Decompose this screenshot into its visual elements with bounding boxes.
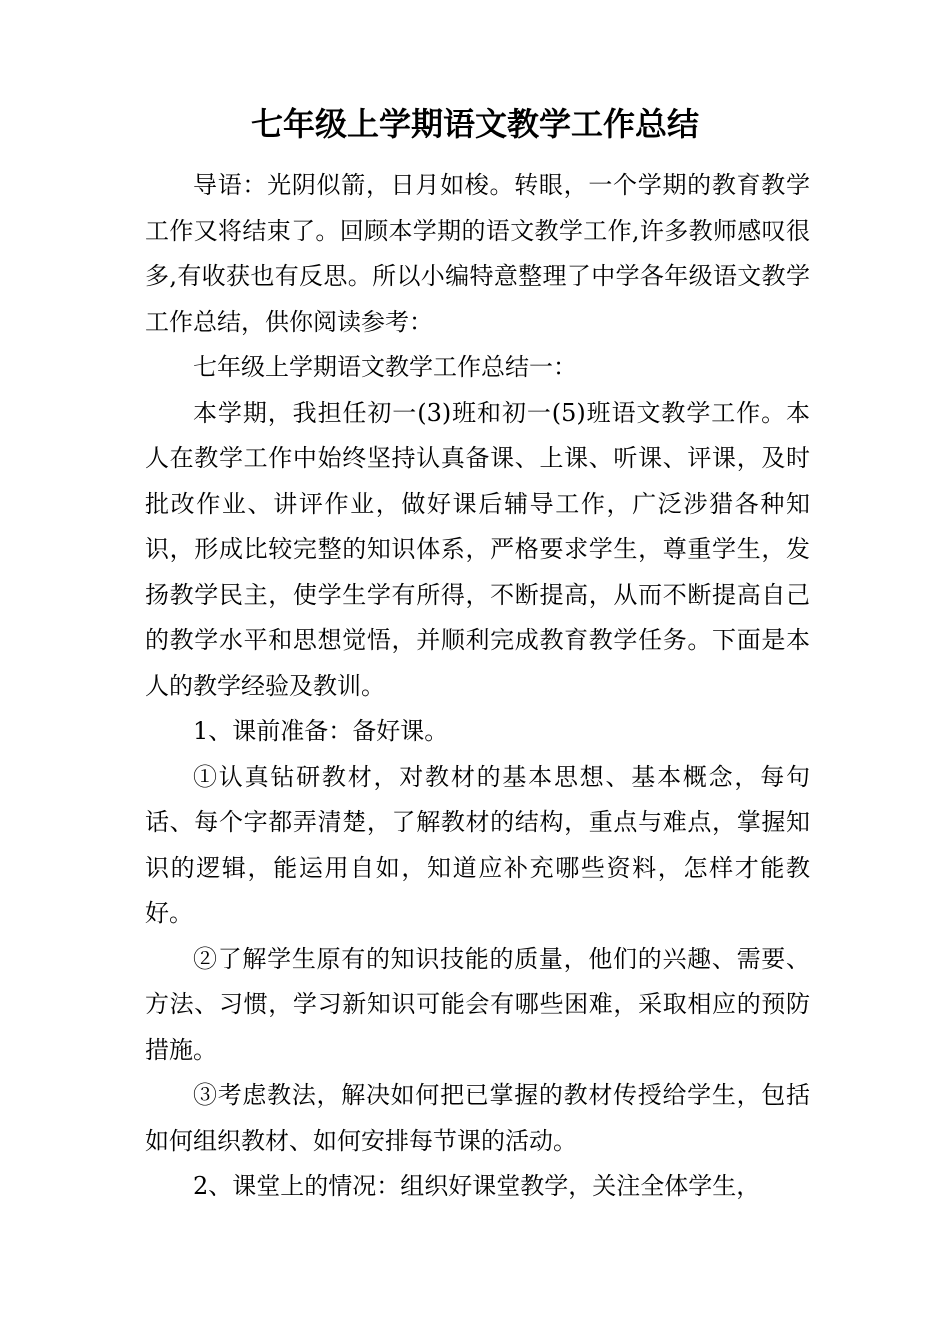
document-title: 七年级上学期语文教学工作总结 (250, 105, 699, 143)
paragraph-item-1: 1、课前准备：备好课。 (193, 717, 449, 745)
paragraph-intro: 导语：光阴似箭，日月如梭。转眼，一个学期的教育教学工作又将结束了。回顾本学期的语文教学工作,许多教师感叹很多,有收获也有反思。所以小编特意整理了中学各年级语文教学工作总结，供你阅读参考： (145, 171, 810, 336)
paragraph-overview: 本学期，我担任初一(3)班和初一(5)班语文教学工作。本人在教学工作中始终坚持认真备课、上课、听课、评课，及时批改作业、讲评作业，做好课后辅导工作，广泛涉猎各种知识，形成比较完整的知识体系，严格要求学生，尊重学生，发扬教学民主，使学生学有所得，不断提高，从而不断提高自己的教学水平和思想觉悟，并顺利完成教育教学任务。下面是本人的教学经验及教训。 (145, 398, 810, 700)
document-body (145, 163, 810, 1210)
paragraph-subitem-1: ①认真钻研教材，对教材的基本思想、基本概念，每句话、每个字都弄清楚，了解教材的结构，重点与难点，掌握知识的逻辑，能运用自如，知道应补充哪些资料，怎样才能教好。 (145, 762, 810, 927)
paragraph-item-2: 2、课堂上的情况：组织好课堂教学，关注全体学生， (193, 1172, 761, 1200)
paragraph-subitem-3: ③考虑教法，解决如何把已掌握的教材传授给学生，包括如何组织教材、如何安排每节课的活动。 (145, 1081, 810, 1155)
paragraph-subitem-2: ②了解学生原有的知识技能的质量，他们的兴趣、需要、方法、习惯，学习新知识可能会有哪些困难，采取相应的预防措施。 (145, 944, 810, 1064)
paragraph-section-heading: 七年级上学期语文教学工作总结一： (193, 353, 577, 381)
